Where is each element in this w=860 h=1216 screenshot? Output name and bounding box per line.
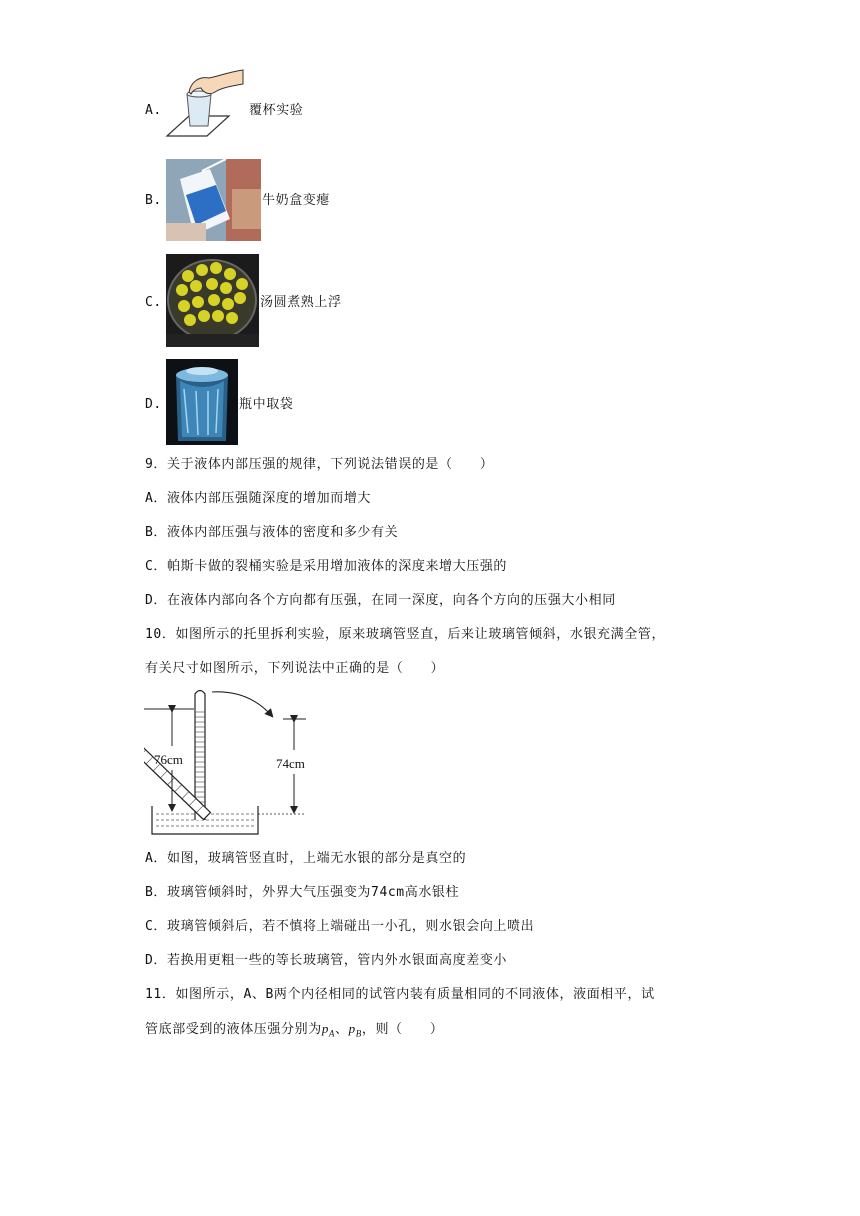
bag-in-jar-image xyxy=(166,359,238,445)
cup-inversion-image xyxy=(165,66,245,140)
q9-option-a: A．液体内部压强随深度的增加而增大 xyxy=(145,491,372,506)
q9-option-b: B．液体内部压强与液体的密度和多少有关 xyxy=(145,525,399,540)
milk-carton-image xyxy=(166,159,261,241)
q8-option-b-letter: B. xyxy=(145,193,162,208)
q11-stem-line2 xyxy=(145,1020,443,1043)
q8-option-a-caption: 覆杯实验 xyxy=(249,103,304,118)
q11-sep: 、 xyxy=(335,1022,349,1037)
q10-option-b: B．玻璃管倾斜时，外界大气压强变为74cm高水银柱 xyxy=(145,885,460,900)
q8-option-c-letter: C. xyxy=(145,295,162,310)
q8-option-d-letter: D. xyxy=(145,397,162,412)
torricelli-figure xyxy=(144,684,319,840)
dumplings-pot-image xyxy=(166,254,259,347)
q11-stem-line2-post: ，则（ ） xyxy=(361,1022,444,1037)
pressure-symbol-a: p xyxy=(321,1021,329,1036)
q11-stem-line1: 11．如图所示，A、B两个内径相同的试管内装有质量相同的不同液体，液面相平，试 xyxy=(145,987,655,1002)
q11-stem-line2-pre: 管底部受到的液体压强分别为 xyxy=(145,1022,322,1037)
label-74cm: 74cm xyxy=(276,756,305,771)
q8-option-c-caption: 汤圆煮熟上浮 xyxy=(260,295,342,310)
q10-option-a: A．如图，玻璃管竖直时，上端无水银的部分是真空的 xyxy=(145,851,467,866)
q10-option-c: C．玻璃管倾斜后，若不慎将上端碰出一小孔，则水银会向上喷出 xyxy=(145,919,535,934)
q8-option-a-letter: A. xyxy=(145,103,162,118)
q10-option-d: D．若换用更粗一些的等长玻璃管，管内外水银面高度差变小 xyxy=(145,953,508,968)
label-76cm: 76cm xyxy=(154,752,183,767)
q9-stem: 9．关于液体内部压强的规律，下列说法错误的是（ ） xyxy=(145,457,494,472)
q8-option-d-caption: 瓶中取袋 xyxy=(239,397,294,412)
subscript-a: A xyxy=(328,1028,336,1039)
q9-option-c: C．帕斯卡做的裂桶实验是采用增加液体的深度来增大压强的 xyxy=(145,559,508,574)
pressure-symbol-b: p xyxy=(348,1021,356,1036)
q10-stem-line2: 有关尺寸如图所示，下列说法中正确的是（ ） xyxy=(145,661,445,676)
subscript-b: B xyxy=(355,1028,362,1039)
q8-option-b-caption: 牛奶盒变瘪 xyxy=(262,193,331,208)
q10-stem-line1: 10．如图所示的托里拆利实验，原来玻璃管竖直，后来让玻璃管倾斜，水银充满全管， xyxy=(145,627,666,642)
q9-option-d: D．在液体内部向各个方向都有压强，在同一深度，向各个方向的压强大小相同 xyxy=(145,593,616,608)
